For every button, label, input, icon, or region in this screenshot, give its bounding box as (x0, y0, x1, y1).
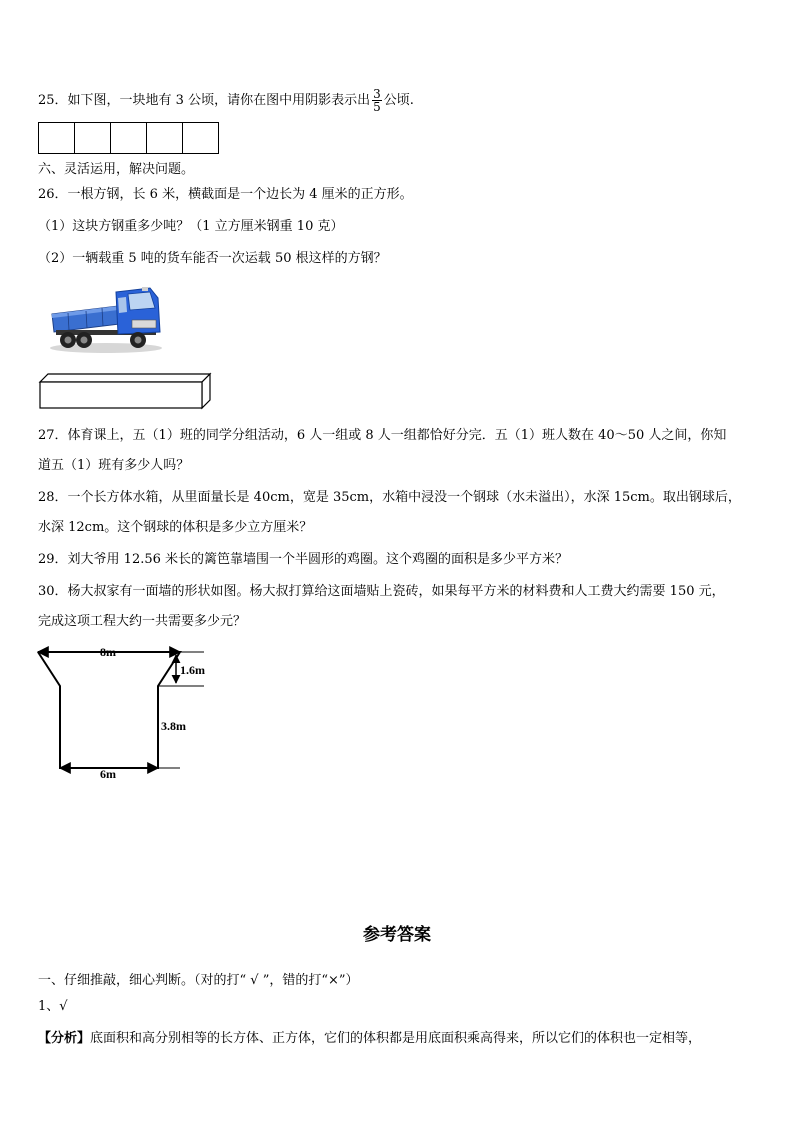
fraction-3-5: $\frac{3}{5}$ (373, 87, 381, 114)
q25-line (38, 88, 414, 113)
dim-right-lower-label: 3.8m (161, 719, 186, 733)
dim-right-upper-label: 1.6m (180, 663, 205, 677)
section-6-heading: 六、灵活运用，解决问题。 (38, 162, 195, 177)
q27-line2: 道五（1）班有多少人吗？ (38, 458, 190, 473)
answers-section1: 一、仔细推敲，细心判断。（对的打“ √ ”，错的打“×”） (38, 973, 359, 988)
q26-sub2: （2）一辆载重 5 吨的货车能否一次运载 50 根这样的方钢？ (38, 251, 387, 266)
dim-top-label: 8m (100, 645, 116, 659)
land-cell[interactable] (146, 122, 183, 154)
q25-text-after: 公顷. (383, 93, 414, 108)
dim-bottom-label: 6m (100, 767, 116, 781)
analysis-text: 底面积和高分别相等的长方体、正方体，它们的体积都是用底面积乘高得来，所以它们的体积也一定相等， (90, 1031, 702, 1046)
q28-line1: 28．一个长方体水箱，从里面量长是 40cm，宽是 35cm，水箱中浸没一个钢球（水未溢出），水深 15cm。取出钢球后， (38, 490, 741, 505)
q29-text: 29．刘大爷用 12.56 米长的篱笆靠墙围一个半圆形的鸡圈。这个鸡圈的面积是多少平方米？ (38, 552, 569, 567)
analysis-tag: 【分析】 (38, 1031, 91, 1046)
steel-bar-figure (38, 372, 214, 412)
q26-text: 26．一根方钢，长 6 米，横截面是一个边长为 4 厘米的正方形。 (38, 187, 413, 202)
q30-line1: 30．杨大叔家有一面墙的形状如图。杨大叔打算给这面墙贴上瓷砖，如果每平方米的材料费和人工费大约需要 150 元， (38, 584, 725, 599)
land-cell[interactable] (74, 122, 111, 154)
q26-sub1: （1）这块方钢重多少吨？（1 立方厘米钢重 10 克） (38, 219, 344, 234)
wall-outline (38, 652, 180, 768)
land-grid (38, 122, 219, 154)
answer-1: 1、√ (38, 999, 68, 1014)
q25-text: 25．如下图，一块地有 3 公顷，请你在图中用阴影表示出 (38, 93, 371, 108)
q28-line2: 水深 12cm。这个钢球的体积是多少立方厘米？ (38, 520, 313, 535)
analysis-line (38, 1030, 701, 1048)
land-cell[interactable] (182, 122, 219, 154)
truck-image (48, 284, 164, 354)
land-cell[interactable] (38, 122, 75, 154)
wall-shape-figure (30, 636, 220, 786)
q30-line2: 完成这项工程大约一共需要多少元？ (38, 614, 247, 629)
answers-title: 参考答案 (363, 925, 431, 945)
land-cell[interactable] (110, 122, 147, 154)
q27-line1: 27．体育课上，五（1）班的同学分组活动，6 人一组或 8 人一组都恰好分完．五（1）班人数在 40～50 人之间，你知 (38, 428, 727, 443)
